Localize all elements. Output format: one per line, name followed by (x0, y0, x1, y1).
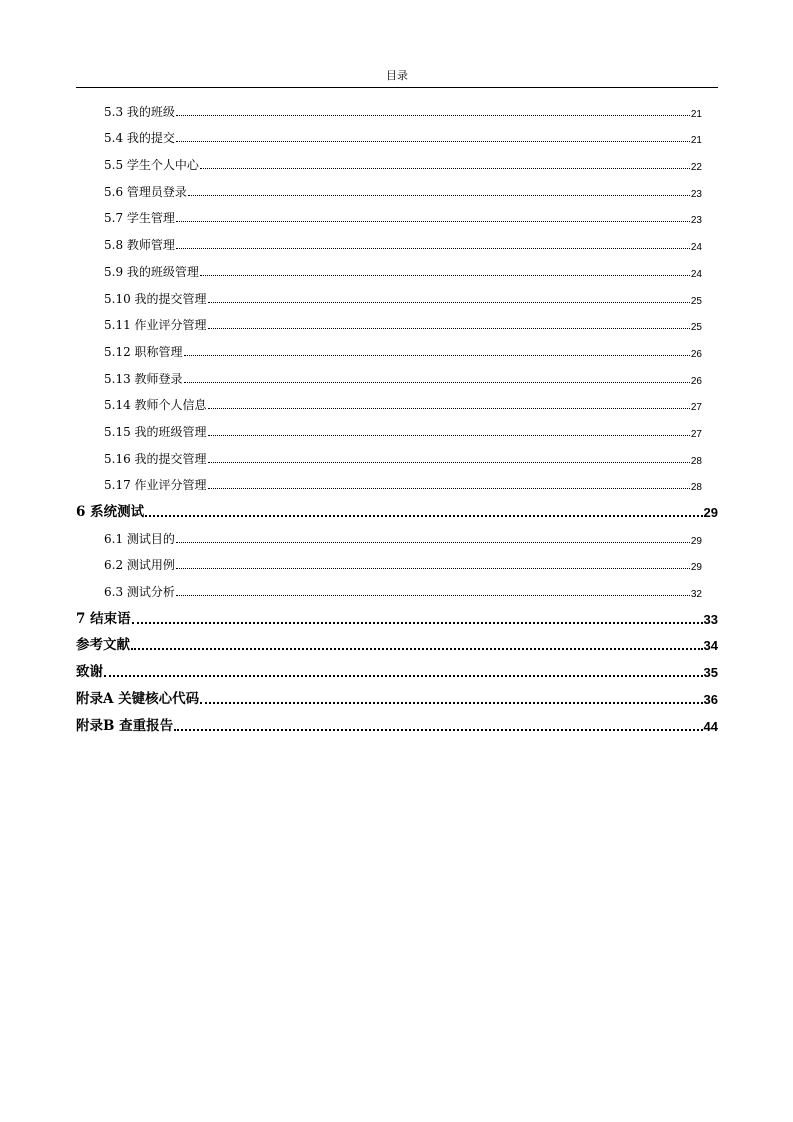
toc-leader-dots (200, 168, 690, 169)
toc-entry-page-number: 27 (690, 402, 702, 414)
toc-entry-page-number: 35 (703, 665, 718, 681)
toc-section-entry[interactable] (76, 125, 718, 152)
toc-entry-label: 5.11 作业评分管理 (104, 318, 207, 333)
toc-section-entry[interactable] (76, 552, 718, 579)
toc-entry-label: 6.3 测试分析 (104, 585, 175, 600)
toc-entry-label: 5.16 我的提交管理 (104, 451, 207, 466)
toc-entry-page-number: 44 (703, 718, 718, 734)
toc-section-entry[interactable] (76, 151, 718, 178)
toc-entry-label: 致谢 (76, 664, 103, 681)
toc-leader-dots (176, 595, 690, 596)
toc-entry-label: 5.6 管理员登录 (104, 184, 187, 199)
toc-entry-label: 7 结束语 (76, 610, 131, 627)
toc-entry-label: 5.7 学生管理 (104, 211, 175, 226)
toc-leader-dots (174, 729, 702, 731)
toc-section-entry[interactable] (76, 392, 718, 419)
toc-leader-dots (176, 221, 690, 222)
header-title: 目录 (386, 69, 408, 82)
toc-entry-label: 5.4 我的提交 (104, 131, 175, 146)
toc-leader-dots (132, 622, 703, 624)
toc-entry-label: 5.14 教师个人信息 (104, 398, 207, 413)
toc-section-entry[interactable] (76, 578, 718, 605)
toc-entry-page-number: 24 (690, 242, 702, 254)
page-header (76, 68, 718, 88)
toc-section-entry[interactable] (76, 285, 718, 312)
toc-entry-label: 参考文献 (76, 637, 130, 654)
toc-leader-dots (145, 515, 702, 517)
toc-leader-dots (184, 382, 690, 383)
toc-leader-dots (208, 488, 690, 489)
toc-entry-page-number: 29 (703, 505, 718, 520)
toc-entry-label: 附录B 查重报告 (76, 717, 174, 734)
toc-entry-page-number: 34 (703, 638, 718, 654)
toc-leader-dots (188, 195, 690, 196)
toc-section-entry[interactable] (76, 98, 718, 125)
toc-chapter-entry[interactable] (76, 658, 718, 685)
toc-entry-page-number: 24 (690, 268, 702, 280)
toc-leader-dots (176, 248, 690, 249)
toc-chapter-entry[interactable] (76, 498, 718, 525)
toc-entry-page-number: 27 (690, 428, 702, 440)
toc-entry-page-number: 28 (690, 482, 702, 494)
toc-section-entry[interactable] (76, 338, 718, 365)
toc-entry-label: 5.12 职称管理 (104, 344, 183, 359)
toc-section-entry[interactable] (76, 365, 718, 392)
toc-entry-label: 附录A 关键核心代码 (76, 690, 200, 707)
toc-leader-dots (104, 675, 703, 677)
toc-leader-dots (208, 435, 690, 436)
toc-entry-label: 6.1 测试目的 (104, 531, 175, 546)
toc-entry-page-number: 23 (690, 215, 702, 227)
toc-entry-page-number: 25 (690, 295, 702, 307)
toc-leader-dots (184, 355, 690, 356)
toc-entry-page-number: 23 (690, 188, 702, 200)
toc-leader-dots (176, 115, 690, 116)
toc-entry-label: 5.10 我的提交管理 (104, 291, 207, 306)
toc-entry-label: 5.13 教师登录 (104, 371, 183, 386)
toc-section-entry[interactable] (76, 445, 718, 472)
table-of-contents (76, 98, 718, 739)
toc-entry-page-number: 28 (690, 455, 702, 467)
toc-entry-page-number: 36 (703, 691, 718, 707)
toc-entry-page-number: 25 (690, 322, 702, 334)
toc-entry-label: 6 系统测试 (76, 504, 145, 520)
toc-entry-page-number: 29 (690, 562, 702, 574)
toc-chapter-entry[interactable] (76, 712, 718, 739)
toc-leader-dots (208, 302, 690, 303)
toc-entry-label: 6.2 测试用例 (104, 558, 175, 573)
toc-entry-page-number: 32 (690, 589, 702, 601)
toc-chapter-entry[interactable] (76, 605, 718, 632)
toc-entry-page-number: 21 (690, 108, 702, 120)
toc-entry-page-number: 22 (690, 162, 702, 174)
toc-section-entry[interactable] (76, 178, 718, 205)
toc-section-entry[interactable] (76, 312, 718, 339)
toc-section-entry[interactable] (76, 472, 718, 499)
toc-entry-label: 5.8 教师管理 (104, 238, 175, 253)
toc-leader-dots (200, 275, 690, 276)
toc-entry-page-number: 29 (690, 535, 702, 547)
toc-leader-dots (131, 648, 703, 650)
toc-section-entry[interactable] (76, 231, 718, 258)
toc-entry-page-number: 21 (690, 135, 702, 147)
toc-leader-dots (200, 702, 702, 704)
toc-entry-page-number: 26 (690, 375, 702, 387)
toc-entry-label: 5.15 我的班级管理 (104, 424, 207, 439)
toc-leader-dots (208, 462, 690, 463)
toc-entry-page-number: 33 (703, 611, 718, 627)
toc-entry-label: 5.3 我的班级 (104, 104, 175, 119)
toc-chapter-entry[interactable] (76, 685, 718, 712)
toc-section-entry[interactable] (76, 525, 718, 552)
toc-chapter-entry[interactable] (76, 632, 718, 659)
toc-leader-dots (208, 328, 690, 329)
toc-section-entry[interactable] (76, 258, 718, 285)
toc-leader-dots (208, 408, 690, 409)
toc-leader-dots (176, 542, 690, 543)
toc-entry-label: 5.9 我的班级管理 (104, 264, 199, 279)
toc-entry-label: 5.17 作业评分管理 (104, 478, 207, 493)
toc-section-entry[interactable] (76, 418, 718, 445)
toc-section-entry[interactable] (76, 205, 718, 232)
toc-entry-page-number: 26 (690, 348, 702, 360)
toc-entry-label: 5.5 学生个人中心 (104, 158, 199, 173)
toc-leader-dots (176, 141, 690, 142)
toc-leader-dots (176, 568, 690, 569)
